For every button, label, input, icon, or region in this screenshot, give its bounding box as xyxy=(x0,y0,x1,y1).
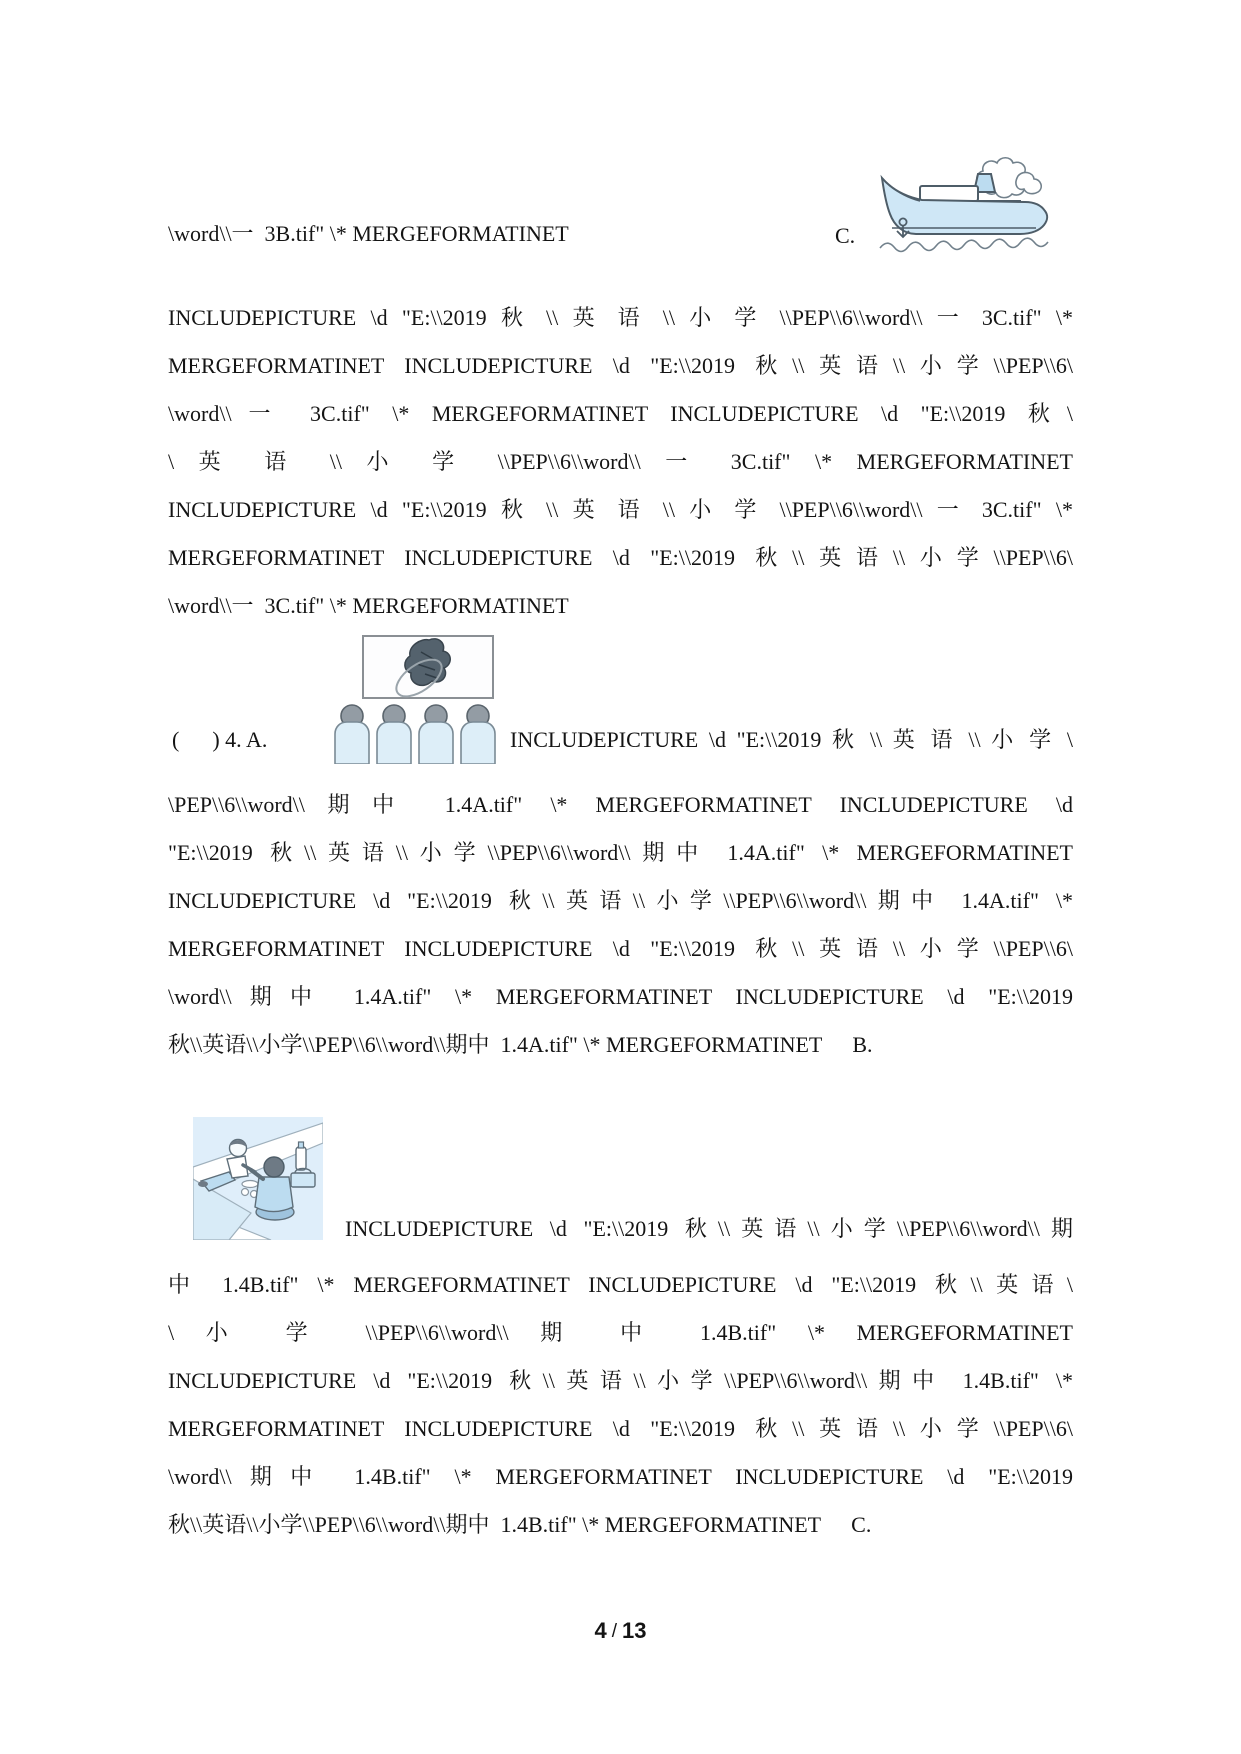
field-code-line: \ 英 语 \\ 小 学 \\PEP\\6\\word\\ 一 3C.tif" \* MERGEFORMATINET xyxy=(168,449,1073,474)
field-code-line: INCLUDEPICTURE \d "E:\\2019 秋 \\ 英 语 \\ 小 学 \\PEP\\6\\word\\ 一 3C.tif" \* xyxy=(168,305,1073,330)
field-code-line: INCLUDEPICTURE \d "E:\\2019 秋 \\ 英 语 \\ 小 学 \\PEP\\6\\word\\ 一 3C.tif" \* xyxy=(168,497,1073,522)
picnic-illustration xyxy=(193,1117,323,1240)
page-number-total: 13 xyxy=(622,1618,647,1643)
field-code-line: \word\\期中 1.4B.tif" \* MERGEFORMATINET INCLUDEPICTURE \d "E:\\2019 xyxy=(168,1464,1073,1489)
page-number-current: 4 xyxy=(594,1618,607,1643)
field-code-line: 秋\\英语\\小学\\PEP\\6\\word\\期中 1.4A.tif" \* MERGEFORMATINET xyxy=(168,1032,823,1057)
option-b-label: B. xyxy=(852,1032,873,1057)
field-code-line: \word\\期中 1.4A.tif" \* MERGEFORMATINET INCLUDEPICTURE \d "E:\\2019 xyxy=(168,984,1073,1009)
field-code-line: \word\\一 3C.tif" \* MERGEFORMATINET xyxy=(168,593,569,618)
field-code-line: "E:\\2019 秋\\英语\\小学\\PEP\\6\\word\\期中 1.4A.tif" \* MERGEFORMATINET xyxy=(168,840,1073,865)
field-code-line: INCLUDEPICTURE \d "E:\\2019 秋\\英语\\小学\\PEP\\6\\word\\期中 1.4A.tif" \* xyxy=(168,888,1073,913)
field-code-line: INCLUDEPICTURE \d "E:\\2019 秋\\英语\\小学\\PEP\\6\\word\\期 xyxy=(345,1216,1073,1241)
field-code-paragraph-4a xyxy=(168,781,1073,1069)
field-code-line: \word\\一 3C.tif" \* MERGEFORMATINET INCLUDEPICTURE \d "E:\\2019 秋\ xyxy=(168,401,1073,426)
field-code-line: MERGEFORMATINET INCLUDEPICTURE \d "E:\\2019 秋\\英语\\小学\\PEP\\6\ xyxy=(168,545,1073,570)
field-code-line: \ 小 学 \\PEP\\6\\word\\ 期 中 1.4B.tif" \* MERGEFORMATINET xyxy=(168,1320,1073,1345)
field-code-line-1: \word\\一 3B.tif" \* MERGEFORMATINET xyxy=(168,221,569,246)
cinema-illustration xyxy=(333,634,497,764)
page-number xyxy=(0,1618,1241,1644)
field-code-line: \PEP\\6\\word\\期中 1.4A.tif" \* MERGEFORMATINET INCLUDEPICTURE \d xyxy=(168,792,1073,817)
field-code-paragraph-4b xyxy=(168,1261,1073,1549)
movie-screen-audience-icon xyxy=(333,634,497,764)
field-code-line: 中 1.4B.tif" \* MERGEFORMATINET INCLUDEPICTURE \d "E:\\2019 秋\\英语\ xyxy=(168,1272,1073,1297)
field-code-line: MERGEFORMATINET INCLUDEPICTURE \d "E:\\2019 秋\\英语\\小学\\PEP\\6\ xyxy=(168,1416,1073,1441)
option-c2-label: C. xyxy=(851,1512,872,1537)
steamship-icon xyxy=(876,146,1060,258)
field-code-line: MERGEFORMATINET INCLUDEPICTURE \d "E:\\2019 秋\\英语\\小学\\PEP\\6\ xyxy=(168,353,1073,378)
field-code-line: 秋\\英语\\小学\\PEP\\6\\word\\期中 1.4B.tif" \* MERGEFORMATINET xyxy=(168,1512,822,1537)
page-number-separator: / xyxy=(611,1621,618,1642)
field-code-line: INCLUDEPICTURE \d "E:\\2019 秋\\英语\\小学\\PEP\\6\\word\\期中 1.4B.tif" \* xyxy=(168,1368,1073,1393)
field-code-paragraph-3c xyxy=(168,294,1073,630)
field-code-line: MERGEFORMATINET INCLUDEPICTURE \d "E:\\2019 秋\\英语\\小学\\PEP\\6\ xyxy=(168,936,1073,961)
field-code-line: INCLUDEPICTURE \d "E:\\2019 秋 \\ 英 语 \\ 小 学 \ xyxy=(510,727,1073,752)
kids-picnic-icon xyxy=(193,1117,323,1240)
option-c-label: C. xyxy=(835,223,856,248)
question-4-label: ( ) 4. A. xyxy=(172,727,268,752)
ship-illustration xyxy=(876,146,1060,258)
